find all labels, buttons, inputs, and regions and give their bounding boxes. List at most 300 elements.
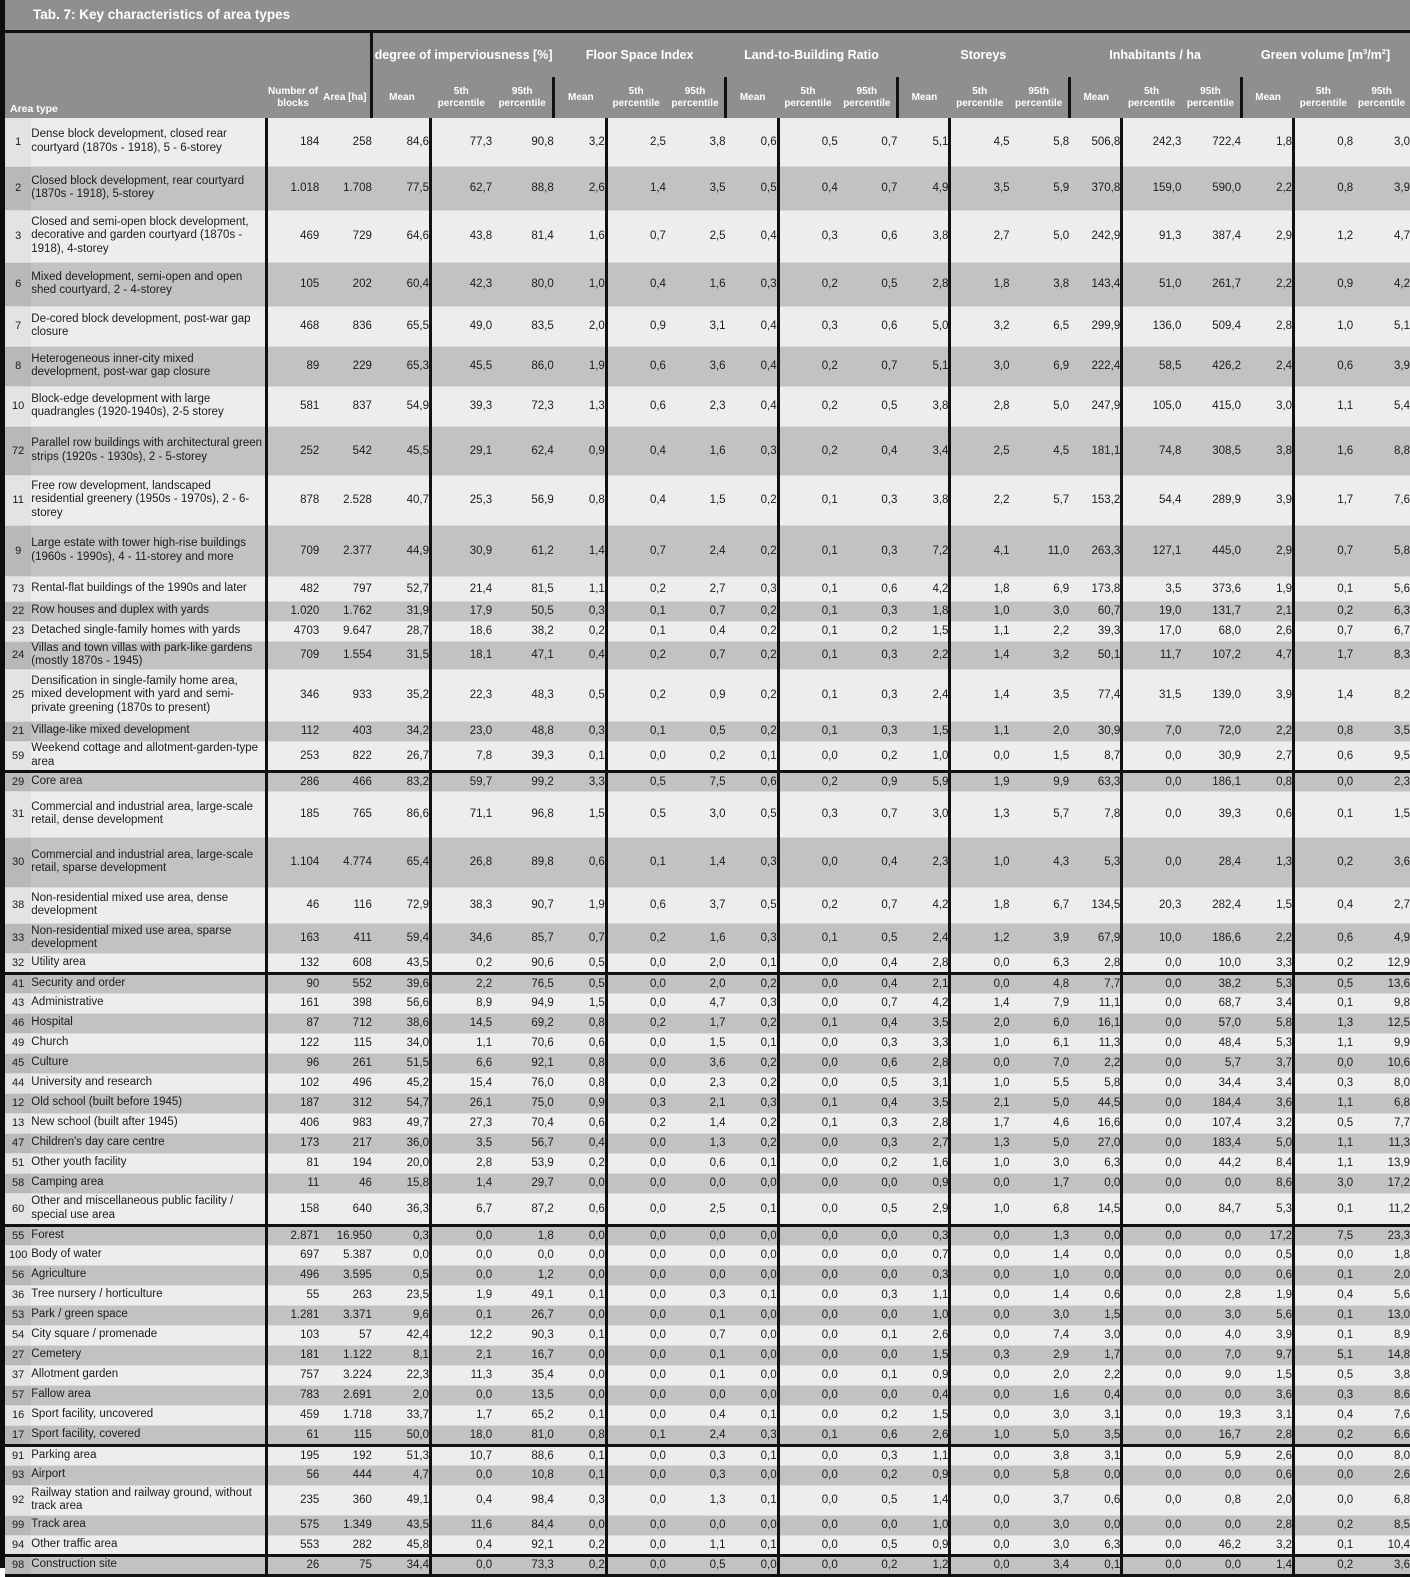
row-value-17: 9,0 xyxy=(1181,1365,1241,1385)
row-value-9: 0,1 xyxy=(726,1193,779,1225)
row-value-4: 2,8 xyxy=(430,1153,492,1173)
row-value-9: 0,5 xyxy=(726,791,779,837)
row-value-13: 2,0 xyxy=(950,1013,1010,1033)
row-value-8: 3,7 xyxy=(666,887,726,923)
row-value-4: 77,3 xyxy=(430,118,492,166)
row-value-13: 0,0 xyxy=(950,973,1010,993)
row-value-20: 3,6 xyxy=(1353,837,1410,887)
col-header-area-ha: Area [ha] xyxy=(319,77,372,118)
row-value-18: 4,7 xyxy=(1241,641,1294,669)
row-value-18: 3,6 xyxy=(1241,1093,1294,1113)
row-value-2: 765 xyxy=(319,791,372,837)
row-value-3: 0,0 xyxy=(372,1245,431,1265)
row-value-4: 17,9 xyxy=(430,601,492,621)
row-value-11: 0,7 xyxy=(838,166,898,210)
row-value-10: 0,1 xyxy=(778,641,838,669)
row-value-15: 0,0 xyxy=(1069,1465,1122,1485)
row-value-6: 0,0 xyxy=(554,1225,607,1245)
row-value-5: 92,1 xyxy=(492,1053,554,1073)
row-value-12: 0,3 xyxy=(897,1265,950,1285)
row-value-18: 2,8 xyxy=(1241,1425,1294,1445)
row-value-2: 1.554 xyxy=(319,641,372,669)
row-value-19: 0,5 xyxy=(1294,1365,1354,1385)
col-header-green-p5: 5th percentile xyxy=(1294,77,1354,118)
row-value-12: 0,9 xyxy=(897,1535,950,1555)
row-value-7: 0,3 xyxy=(606,1093,666,1113)
row-value-11: 0,3 xyxy=(838,525,898,576)
row-value-6: 0,2 xyxy=(554,1555,607,1575)
row-value-3: 34,4 xyxy=(372,1555,431,1575)
row-value-14: 5,5 xyxy=(1010,1073,1070,1093)
row-areatype-label: Closed and semi-open block development, decorative and garden courtyard (1870s - 1918), 4-storey xyxy=(31,210,267,262)
row-value-19: 0,2 xyxy=(1294,953,1354,973)
table-row xyxy=(5,1113,1410,1133)
row-areatype-id: 73 xyxy=(5,576,31,601)
col-header-green-mean: Mean xyxy=(1241,77,1294,118)
row-areatype-label: Core area xyxy=(31,771,267,791)
row-value-16: 0,0 xyxy=(1122,1555,1182,1575)
row-value-19: 0,5 xyxy=(1294,1113,1354,1133)
row-areatype-label: Mixed development, semi-open and open shed courtyard, 2 - 4-storey xyxy=(31,262,267,306)
row-value-7: 0,0 xyxy=(606,1133,666,1153)
row-value-16: 0,0 xyxy=(1122,953,1182,973)
row-value-7: 0,0 xyxy=(606,1265,666,1285)
row-value-12: 2,8 xyxy=(897,953,950,973)
row-value-20: 7,6 xyxy=(1353,1405,1410,1425)
row-value-18: 0,5 xyxy=(1241,1245,1294,1265)
row-value-13: 1,1 xyxy=(950,621,1010,641)
row-value-14: 2,9 xyxy=(1010,1345,1070,1365)
row-value-1: 173 xyxy=(267,1133,320,1153)
row-value-7: 0,2 xyxy=(606,923,666,953)
row-value-16: 0,0 xyxy=(1122,1405,1182,1425)
row-value-3: 15,8 xyxy=(372,1173,431,1193)
row-value-20: 3,9 xyxy=(1353,346,1410,386)
row-value-19: 0,1 xyxy=(1294,576,1354,601)
row-value-7: 0,6 xyxy=(606,346,666,386)
row-value-20: 6,7 xyxy=(1353,621,1410,641)
row-value-19: 7,5 xyxy=(1294,1225,1354,1245)
row-value-4: 15,4 xyxy=(430,1073,492,1093)
row-value-3: 52,7 xyxy=(372,576,431,601)
row-value-3: 77,5 xyxy=(372,166,431,210)
row-value-12: 0,9 xyxy=(897,1465,950,1485)
row-value-5: 69,2 xyxy=(492,1013,554,1033)
row-value-4: 11,3 xyxy=(430,1365,492,1385)
row-value-5: 87,2 xyxy=(492,1193,554,1225)
row-value-2: 217 xyxy=(319,1133,372,1153)
row-areatype-label: Closed block development, rear courtyard (1870s - 1918), 5-storey xyxy=(31,166,267,210)
row-value-10: 0,1 xyxy=(778,1113,838,1133)
row-value-19: 0,1 xyxy=(1294,1325,1354,1345)
row-value-20: 10,6 xyxy=(1353,1053,1410,1073)
row-value-19: 0,1 xyxy=(1294,993,1354,1013)
row-value-10: 0,0 xyxy=(778,973,838,993)
row-value-15: 3,1 xyxy=(1069,1405,1122,1425)
row-value-1: 46 xyxy=(267,887,320,923)
row-value-4: 34,6 xyxy=(430,923,492,953)
group-header-row xyxy=(5,33,1410,77)
row-value-2: 116 xyxy=(319,887,372,923)
row-areatype-id: 47 xyxy=(5,1133,31,1153)
row-value-11: 0,7 xyxy=(838,346,898,386)
row-value-17: 34,4 xyxy=(1181,1073,1241,1093)
row-value-1: 709 xyxy=(267,525,320,576)
row-value-14: 1,3 xyxy=(1010,1225,1070,1245)
row-value-19: 0,8 xyxy=(1294,166,1354,210)
row-value-19: 5,1 xyxy=(1294,1345,1354,1365)
row-value-5: 98,4 xyxy=(492,1485,554,1515)
row-value-1: 235 xyxy=(267,1485,320,1515)
row-value-12: 1,0 xyxy=(897,1515,950,1535)
col-header-imperviousness-mean: Mean xyxy=(372,77,431,118)
row-value-16: 0,0 xyxy=(1122,1485,1182,1515)
row-value-13: 0,0 xyxy=(950,1053,1010,1073)
row-value-19: 1,1 xyxy=(1294,386,1354,426)
row-value-14: 1,4 xyxy=(1010,1245,1070,1265)
row-value-7: 0,1 xyxy=(606,621,666,641)
row-value-6: 0,0 xyxy=(554,1245,607,1265)
row-value-15: 14,5 xyxy=(1069,1193,1122,1225)
row-value-19: 0,2 xyxy=(1294,837,1354,887)
row-value-15: 11,3 xyxy=(1069,1033,1122,1053)
row-value-11: 0,7 xyxy=(838,791,898,837)
row-value-19: 0,9 xyxy=(1294,262,1354,306)
row-value-9: 0,2 xyxy=(726,669,779,721)
row-value-11: 0,0 xyxy=(838,1345,898,1365)
row-areatype-label: Security and order xyxy=(31,973,267,993)
row-value-9: 0,0 xyxy=(726,1173,779,1193)
row-value-15: 0,6 xyxy=(1069,1485,1122,1515)
row-value-8: 0,4 xyxy=(666,621,726,641)
row-value-5: 88,6 xyxy=(492,1445,554,1465)
table-row xyxy=(5,1325,1410,1345)
row-value-16: 58,5 xyxy=(1122,346,1182,386)
row-value-12: 7,2 xyxy=(897,525,950,576)
row-value-4: 0,0 xyxy=(430,1265,492,1285)
row-value-10: 0,0 xyxy=(778,1225,838,1245)
row-value-8: 0,9 xyxy=(666,669,726,721)
row-value-16: 10,0 xyxy=(1122,923,1182,953)
row-value-8: 1,5 xyxy=(666,1033,726,1053)
row-value-15: 0,0 xyxy=(1069,1515,1122,1535)
table-row xyxy=(5,118,1410,166)
row-value-19: 1,7 xyxy=(1294,475,1354,525)
row-areatype-id: 58 xyxy=(5,1173,31,1193)
row-value-20: 8,2 xyxy=(1353,669,1410,721)
row-value-13: 3,0 xyxy=(950,346,1010,386)
row-value-18: 2,2 xyxy=(1241,721,1294,741)
row-value-6: 2,6 xyxy=(554,166,607,210)
row-value-10: 0,3 xyxy=(778,306,838,346)
row-value-9: 0,6 xyxy=(726,118,779,166)
row-areatype-id: 36 xyxy=(5,1285,31,1305)
table-row xyxy=(5,386,1410,426)
row-value-20: 8,0 xyxy=(1353,1073,1410,1093)
col-header-fsi-mean: Mean xyxy=(554,77,607,118)
row-areatype-id: 21 xyxy=(5,721,31,741)
row-value-8: 0,0 xyxy=(666,1515,726,1535)
row-value-12: 2,8 xyxy=(897,1113,950,1133)
row-value-6: 1,5 xyxy=(554,791,607,837)
row-value-18: 2,8 xyxy=(1241,306,1294,346)
row-value-3: 60,4 xyxy=(372,262,431,306)
row-value-10: 0,0 xyxy=(778,1555,838,1575)
row-value-3: 49,7 xyxy=(372,1113,431,1133)
row-value-16: 105,0 xyxy=(1122,386,1182,426)
row-value-16: 0,0 xyxy=(1122,837,1182,887)
row-value-15: 77,4 xyxy=(1069,669,1122,721)
row-value-14: 3,8 xyxy=(1010,262,1070,306)
table-row xyxy=(5,741,1410,771)
row-value-2: 5.387 xyxy=(319,1245,372,1265)
row-value-17: 387,4 xyxy=(1181,210,1241,262)
row-value-4: 10,7 xyxy=(430,1445,492,1465)
row-value-3: 51,5 xyxy=(372,1053,431,1073)
row-value-14: 1,5 xyxy=(1010,741,1070,771)
row-areatype-label: Body of water xyxy=(31,1245,267,1265)
row-value-16: 74,8 xyxy=(1122,426,1182,475)
row-value-6: 0,8 xyxy=(554,1425,607,1445)
row-value-4: 59,7 xyxy=(430,771,492,791)
row-value-10: 0,0 xyxy=(778,1325,838,1345)
row-value-5: 90,8 xyxy=(492,118,554,166)
row-value-8: 0,1 xyxy=(666,1345,726,1365)
table-row xyxy=(5,1555,1410,1575)
row-value-17: 131,7 xyxy=(1181,601,1241,621)
row-areatype-label: Row houses and duplex with yards xyxy=(31,601,267,621)
row-value-1: 783 xyxy=(267,1385,320,1405)
row-value-1: 1.281 xyxy=(267,1305,320,1325)
row-value-12: 2,3 xyxy=(897,837,950,887)
row-value-7: 0,2 xyxy=(606,1113,666,1133)
row-value-10: 0,1 xyxy=(778,525,838,576)
row-value-20: 2,7 xyxy=(1353,887,1410,923)
row-value-3: 20,0 xyxy=(372,1153,431,1173)
row-value-17: 0,0 xyxy=(1181,1465,1241,1485)
row-value-3: 45,8 xyxy=(372,1535,431,1555)
row-value-1: 87 xyxy=(267,1013,320,1033)
sub-header-row xyxy=(5,77,1410,118)
row-value-8: 1,5 xyxy=(666,475,726,525)
row-value-18: 5,8 xyxy=(1241,1013,1294,1033)
row-value-7: 0,1 xyxy=(606,837,666,887)
row-areatype-id: 100 xyxy=(5,1245,31,1265)
row-value-1: 469 xyxy=(267,210,320,262)
row-value-19: 0,0 xyxy=(1294,1053,1354,1073)
row-value-16: 17,0 xyxy=(1122,621,1182,641)
row-value-20: 9,9 xyxy=(1353,1033,1410,1053)
row-value-9: 0,0 xyxy=(726,1245,779,1265)
row-value-14: 3,2 xyxy=(1010,641,1070,669)
row-value-15: 247,9 xyxy=(1069,386,1122,426)
row-value-6: 0,1 xyxy=(554,1325,607,1345)
row-value-4: 0,1 xyxy=(430,1305,492,1325)
row-value-16: 0,0 xyxy=(1122,771,1182,791)
row-value-10: 0,0 xyxy=(778,1265,838,1285)
row-value-5: 13,5 xyxy=(492,1385,554,1405)
row-areatype-id: 31 xyxy=(5,791,31,837)
row-value-17: 0,0 xyxy=(1181,1385,1241,1405)
row-value-1: 184 xyxy=(267,118,320,166)
row-value-5: 90,3 xyxy=(492,1325,554,1345)
row-value-8: 0,7 xyxy=(666,1325,726,1345)
row-value-3: 31,9 xyxy=(372,601,431,621)
row-value-13: 0,0 xyxy=(950,1173,1010,1193)
row-value-15: 44,5 xyxy=(1069,1093,1122,1113)
row-value-4: 1,7 xyxy=(430,1405,492,1425)
row-value-14: 5,0 xyxy=(1010,1133,1070,1153)
row-value-17: 282,4 xyxy=(1181,887,1241,923)
row-value-7: 0,7 xyxy=(606,525,666,576)
group-header-storeys: Storeys xyxy=(897,33,1069,77)
row-value-12: 1,0 xyxy=(897,1305,950,1325)
table-row xyxy=(5,771,1410,791)
row-value-8: 1,4 xyxy=(666,837,726,887)
row-value-14: 3,9 xyxy=(1010,923,1070,953)
row-value-6: 0,0 xyxy=(554,1305,607,1325)
row-value-11: 0,0 xyxy=(838,1265,898,1285)
row-value-18: 3,9 xyxy=(1241,669,1294,721)
row-value-18: 3,1 xyxy=(1241,1405,1294,1425)
row-value-6: 0,2 xyxy=(554,1153,607,1173)
row-value-7: 0,0 xyxy=(606,1245,666,1265)
row-value-13: 1,0 xyxy=(950,601,1010,621)
row-value-7: 0,2 xyxy=(606,1013,666,1033)
row-value-4: 1,1 xyxy=(430,1033,492,1053)
row-value-4: 1,4 xyxy=(430,1173,492,1193)
row-value-19: 0,7 xyxy=(1294,621,1354,641)
row-value-9: 0,1 xyxy=(726,1535,779,1555)
row-areatype-label: Commercial and industrial area, large-scale retail, sparse development xyxy=(31,837,267,887)
row-value-10: 0,0 xyxy=(778,1465,838,1485)
row-value-3: 42,4 xyxy=(372,1325,431,1345)
row-value-1: 132 xyxy=(267,953,320,973)
row-value-10: 0,0 xyxy=(778,1033,838,1053)
row-value-3: 83,2 xyxy=(372,771,431,791)
row-value-8: 3,6 xyxy=(666,346,726,386)
row-value-15: 5,8 xyxy=(1069,1073,1122,1093)
row-value-8: 2,3 xyxy=(666,386,726,426)
row-value-10: 0,1 xyxy=(778,721,838,741)
row-value-2: 444 xyxy=(319,1465,372,1485)
row-value-2: 2.377 xyxy=(319,525,372,576)
row-value-4: 0,4 xyxy=(430,1535,492,1555)
row-value-15: 16,6 xyxy=(1069,1113,1122,1133)
row-value-18: 2,0 xyxy=(1241,1485,1294,1515)
row-value-19: 0,1 xyxy=(1294,791,1354,837)
row-value-19: 0,4 xyxy=(1294,1285,1354,1305)
row-value-17: 19,3 xyxy=(1181,1405,1241,1425)
row-areatype-id: 41 xyxy=(5,973,31,993)
row-value-2: 797 xyxy=(319,576,372,601)
row-value-20: 11,2 xyxy=(1353,1193,1410,1225)
row-value-1: 56 xyxy=(267,1465,320,1485)
table-row xyxy=(5,887,1410,923)
row-value-2: 263 xyxy=(319,1285,372,1305)
row-value-16: 0,0 xyxy=(1122,1153,1182,1173)
row-value-1: 346 xyxy=(267,669,320,721)
row-value-14: 2,0 xyxy=(1010,721,1070,741)
row-value-10: 0,1 xyxy=(778,1425,838,1445)
row-value-12: 2,6 xyxy=(897,1425,950,1445)
table-row xyxy=(5,1345,1410,1365)
row-value-16: 0,0 xyxy=(1122,1385,1182,1405)
row-value-19: 0,1 xyxy=(1294,1265,1354,1285)
row-value-4: 6,6 xyxy=(430,1053,492,1073)
row-value-11: 0,3 xyxy=(838,475,898,525)
row-value-1: 406 xyxy=(267,1113,320,1133)
row-value-18: 8,6 xyxy=(1241,1173,1294,1193)
row-value-14: 1,6 xyxy=(1010,1385,1070,1405)
row-areatype-label: Heterogeneous inner-city mixed development, post-war gap closure xyxy=(31,346,267,386)
row-areatype-label: Church xyxy=(31,1033,267,1053)
row-value-18: 5,6 xyxy=(1241,1305,1294,1325)
table-row xyxy=(5,576,1410,601)
row-value-13: 1,8 xyxy=(950,576,1010,601)
row-areatype-id: 51 xyxy=(5,1153,31,1173)
row-value-10: 0,0 xyxy=(778,1485,838,1515)
col-header-number-of-blocks: Number of blocks xyxy=(267,77,320,118)
row-value-9: 0,1 xyxy=(726,1033,779,1053)
row-value-7: 0,0 xyxy=(606,1305,666,1325)
row-value-6: 0,6 xyxy=(554,1113,607,1133)
row-areatype-label: City square / promenade xyxy=(31,1325,267,1345)
row-value-6: 0,5 xyxy=(554,973,607,993)
row-value-1: 187 xyxy=(267,1093,320,1113)
table-row xyxy=(5,306,1410,346)
row-value-20: 5,6 xyxy=(1353,1285,1410,1305)
row-value-18: 5,3 xyxy=(1241,1033,1294,1053)
row-areatype-id: 11 xyxy=(5,475,31,525)
row-value-16: 136,0 xyxy=(1122,306,1182,346)
row-areatype-id: 54 xyxy=(5,1325,31,1345)
row-value-14: 5,8 xyxy=(1010,1465,1070,1485)
row-value-15: 506,8 xyxy=(1069,118,1122,166)
row-value-15: 134,5 xyxy=(1069,887,1122,923)
row-value-7: 0,5 xyxy=(606,771,666,791)
row-value-7: 0,0 xyxy=(606,741,666,771)
row-areatype-label: Other youth facility xyxy=(31,1153,267,1173)
row-value-2: 229 xyxy=(319,346,372,386)
row-value-9: 0,3 xyxy=(726,426,779,475)
row-value-4: 42,3 xyxy=(430,262,492,306)
row-value-16: 0,0 xyxy=(1122,1113,1182,1133)
row-value-6: 0,0 xyxy=(554,1385,607,1405)
row-areatype-label: Villas and town villas with park-like gardens (mostly 1870s - 1945) xyxy=(31,641,267,669)
row-value-13: 1,0 xyxy=(950,1033,1010,1053)
row-value-20: 11,3 xyxy=(1353,1133,1410,1153)
row-areatype-label: Village-like mixed development xyxy=(31,721,267,741)
row-value-2: 1.708 xyxy=(319,166,372,210)
table-row xyxy=(5,1193,1410,1225)
row-value-18: 3,8 xyxy=(1241,426,1294,475)
row-value-16: 7,0 xyxy=(1122,721,1182,741)
row-value-8: 0,2 xyxy=(666,741,726,771)
row-value-7: 0,1 xyxy=(606,1425,666,1445)
row-value-3: 72,9 xyxy=(372,887,431,923)
col-header-storeys-mean: Mean xyxy=(897,77,950,118)
row-value-9: 0,2 xyxy=(726,1113,779,1133)
row-value-2: 46 xyxy=(319,1173,372,1193)
row-value-8: 2,3 xyxy=(666,1073,726,1093)
row-value-7: 0,4 xyxy=(606,426,666,475)
row-value-7: 0,0 xyxy=(606,1405,666,1425)
row-value-13: 4,1 xyxy=(950,525,1010,576)
row-value-10: 0,0 xyxy=(778,1345,838,1365)
row-value-10: 0,0 xyxy=(778,1153,838,1173)
table-row xyxy=(5,953,1410,973)
